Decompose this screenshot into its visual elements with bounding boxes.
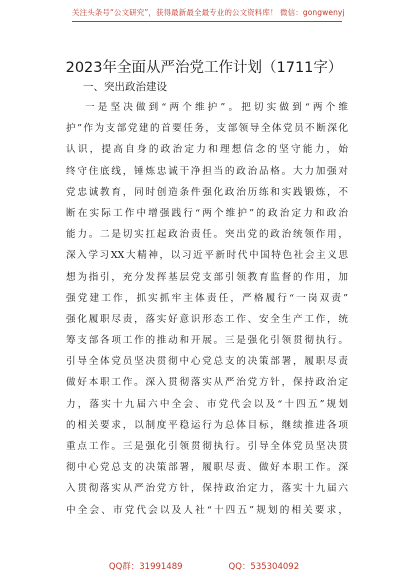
document-title: 2023年全面从严治党工作计划（1711字） bbox=[65, 60, 343, 76]
watermark-header: 关注头条号“公文研究”，获得最新最全最专业的公文资料库！ 微信：gongwenyj bbox=[72, 8, 345, 17]
paragraph-line: 终守住底线，锤炼忠诚干净担当的政治品格。大力加强对 bbox=[66, 165, 348, 177]
section-heading: 一、突出政治建设 bbox=[83, 81, 167, 93]
paragraph-line: 党忠诚教育，同时创造条件强化政治历练和实践锻炼，不 bbox=[66, 186, 348, 198]
paragraph-line: 断在实际工作中增强践行“两个维护”的政治定力和政治 bbox=[66, 207, 348, 219]
paragraph-line: 入贯彻落实从严治党方针，保持政治定力，落实十九届六 bbox=[66, 483, 348, 495]
paragraph-line: 引导全体党员坚决贯彻中心党总支的决策部署，履职尽责 bbox=[66, 356, 348, 368]
paragraph-line: 护”作为支部党建的首要任务，支部领导全体党员不断深化 bbox=[66, 123, 348, 135]
paragraph-line: 强化履职尽责，落实好意识形态工作、安全生产工作，统 bbox=[66, 313, 348, 325]
paragraph-line: 认识，提高自身的政治定力和理想信念的坚守能力，始 bbox=[66, 144, 348, 156]
qq-group-number: QQ群：31991489 bbox=[108, 562, 183, 572]
qq-number: QQ：535304092 bbox=[228, 562, 300, 572]
paragraph-line: 力，落实十九届六中全会、市党代会以及“十四五”规划 bbox=[66, 398, 348, 410]
paragraph-line: 做好本职工作。深入贯彻落实从严治党方针，保持政治定 bbox=[66, 377, 348, 389]
paragraph-line: 强党建工作，抓实抓牢主体责任，严格履行“一岗双责” bbox=[66, 292, 348, 304]
paragraph-line: 的相关要求，以制度平稳运行为总体目标，继续推进各项 bbox=[66, 419, 348, 431]
paragraph-line: 中全会、市党代会以及人社“十四五”规划的相关要求， bbox=[66, 504, 348, 516]
paragraph-line: 重点工作。三是强化引领贯彻执行。引导全体党员坚决贯 bbox=[66, 441, 348, 452]
document-body bbox=[66, 97, 348, 521]
paragraph-line: 彻中心党总支的决策部署，履职尽责、做好本职工作。深 bbox=[66, 462, 348, 474]
paragraph-line: 想为指引，充分发挥基层党支部引领教育监督的作用，加 bbox=[66, 271, 348, 283]
contact-footer bbox=[0, 562, 408, 573]
header-divider bbox=[72, 21, 342, 22]
paragraph-line: 筹支部各项工作的推动和开展。三是强化引领贯彻执行。 bbox=[66, 335, 348, 347]
paragraph-line: 能力。二是切实扛起政治责任。突出党的政治统领作用， bbox=[66, 229, 348, 241]
paragraph-line: 深入学习XX大精神，以习近平新时代中国特色社会主义思 bbox=[66, 250, 348, 262]
paragraph-line: 一是坚决做到“两个维护”。把切实做到“两个维 bbox=[85, 102, 348, 113]
